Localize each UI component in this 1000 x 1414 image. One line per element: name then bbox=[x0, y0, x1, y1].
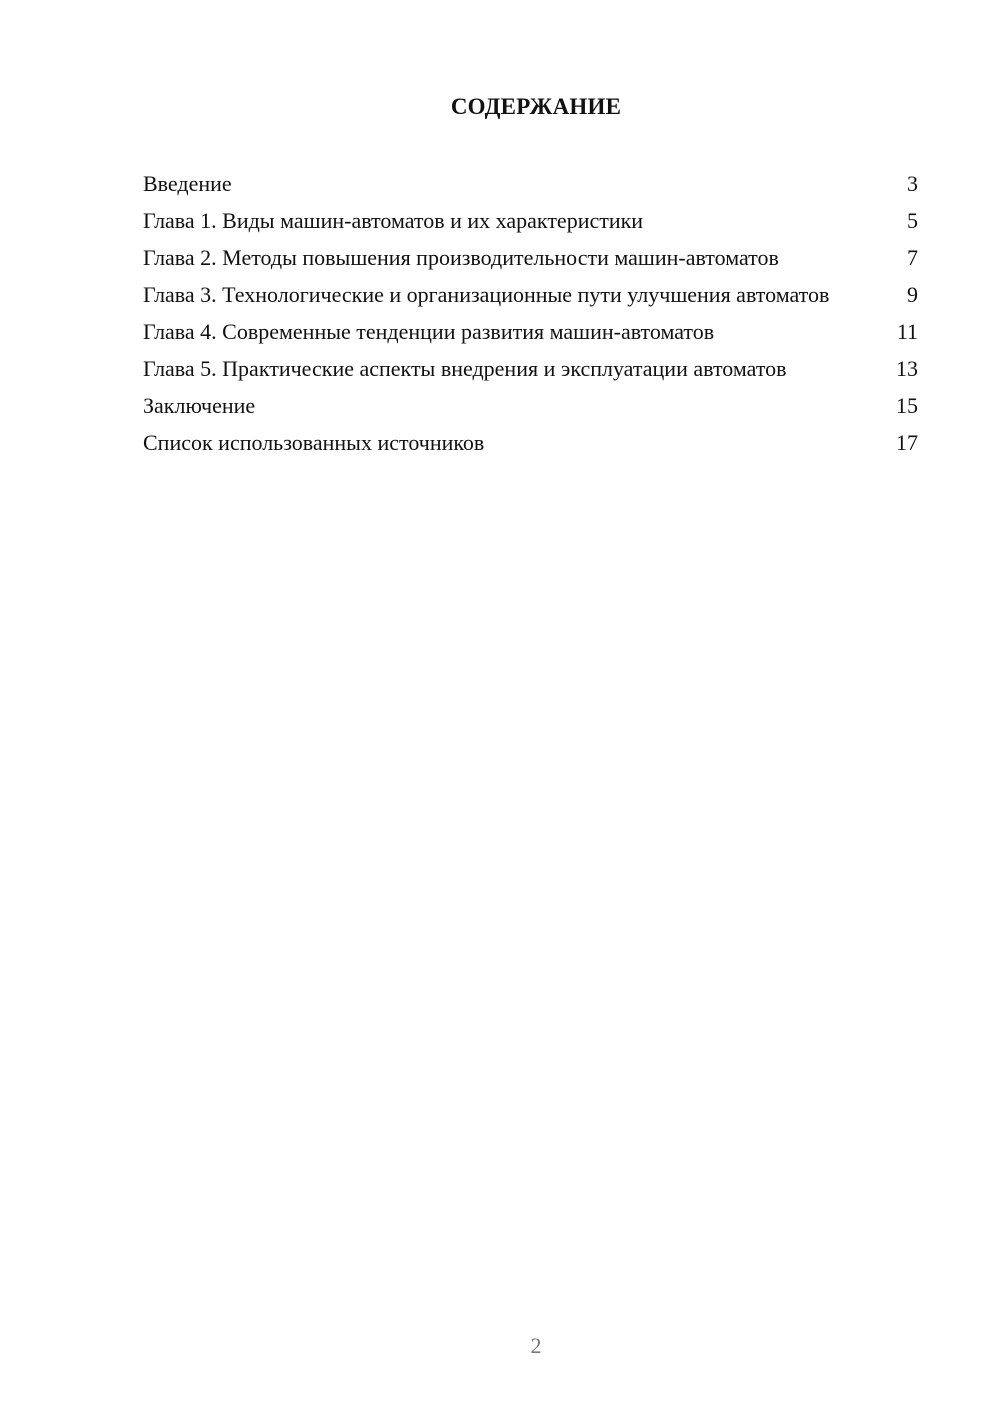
toc-entry-page: 3 bbox=[907, 171, 918, 196]
toc-entry-chapter-2 bbox=[143, 244, 918, 271]
toc-entry-chapter-4 bbox=[143, 318, 918, 345]
toc-entry-chapter-3 bbox=[143, 281, 918, 308]
toc-title: СОДЕРЖАНИЕ bbox=[450, 94, 622, 119]
toc-entry-page: 17 bbox=[896, 430, 918, 455]
toc-entry-page: 13 bbox=[896, 356, 918, 381]
toc-entry-text: Глава 4. Современные тенденции развития машин-автоматов bbox=[143, 319, 715, 344]
toc-entry-text: Глава 2. Методы повышения производительности машин-автоматов bbox=[143, 245, 779, 270]
toc-entry-text: Список использованных источников bbox=[143, 430, 485, 455]
toc-entry-chapter-5 bbox=[143, 355, 918, 382]
toc-entry-chapter-1 bbox=[143, 207, 918, 234]
toc-entry-page: 9 bbox=[907, 282, 918, 307]
toc-entry-introduction bbox=[143, 170, 918, 197]
toc-entry-text: Заключение bbox=[143, 393, 256, 418]
toc-entry-page: 15 bbox=[896, 393, 918, 418]
toc-entry-conclusion bbox=[143, 392, 918, 419]
toc-entry-text: Глава 3. Технологические и организационные пути улучшения автоматов bbox=[143, 282, 830, 307]
toc-entry-text: Глава 1. Виды машин-автоматов и их характеристики bbox=[143, 208, 644, 233]
page-number: 2 bbox=[530, 1333, 542, 1358]
toc-entry-text: Глава 5. Практические аспекты внедрения и эксплуатации автоматов bbox=[143, 356, 787, 381]
toc-entry-page: 5 bbox=[907, 208, 918, 233]
toc-entry-references bbox=[143, 429, 918, 456]
table-of-contents bbox=[143, 170, 918, 466]
toc-entry-page: 7 bbox=[907, 245, 918, 270]
toc-entry-text: Введение bbox=[143, 171, 232, 196]
toc-entry-page: 11 bbox=[896, 319, 918, 344]
